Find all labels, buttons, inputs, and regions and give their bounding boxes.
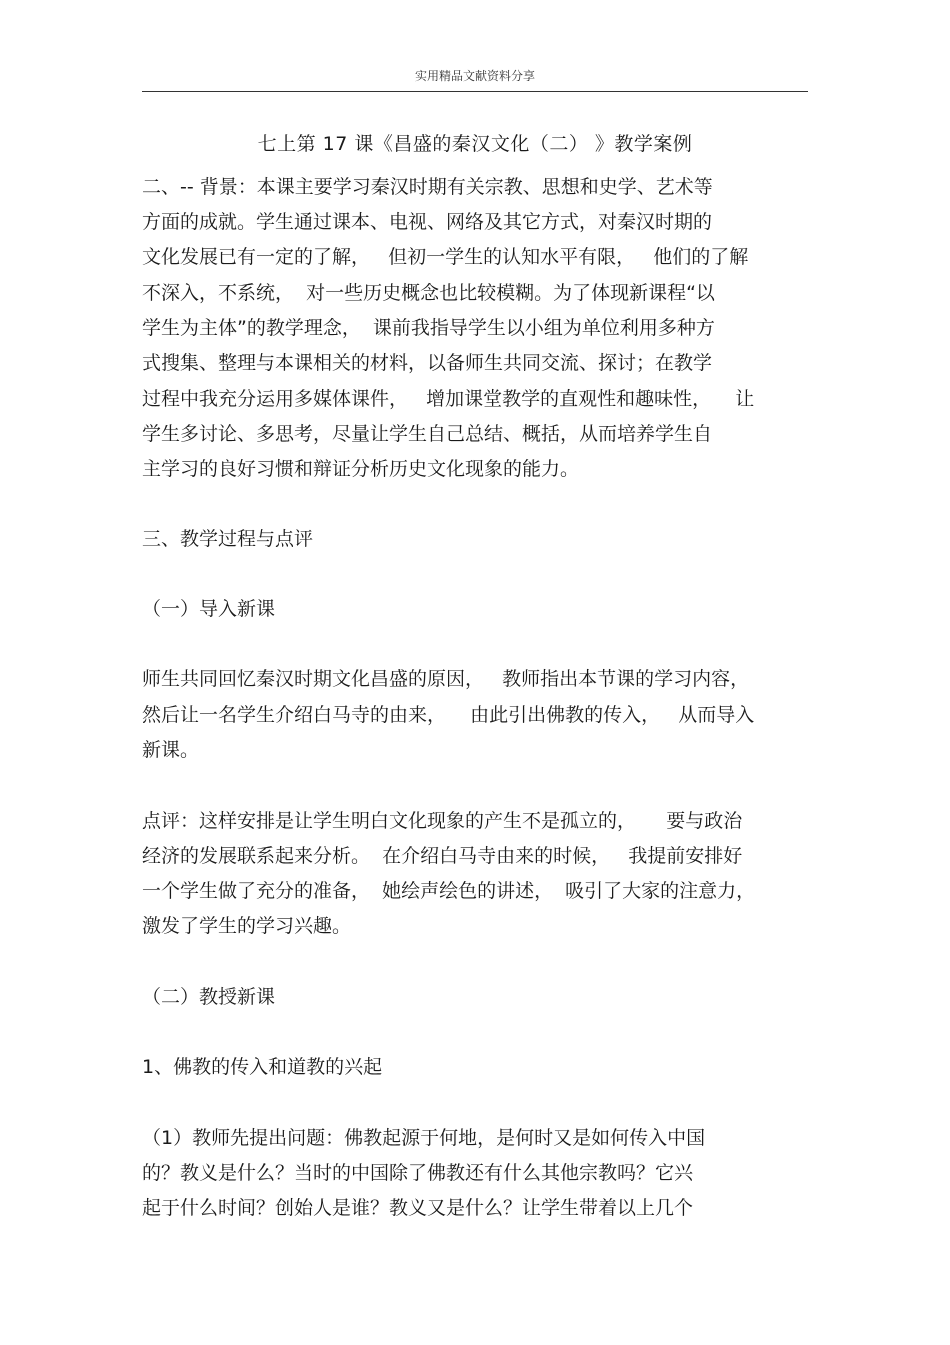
page-header: 实用精品文献资料分享	[414, 69, 535, 83]
paragraph-line: 主学习的良好习惯和辩证分析历史文化现象的能力。	[142, 458, 580, 480]
paragraph-line: （1）教师先提出问题：佛教起源于何地，是何时又是如何传入中国	[142, 1127, 706, 1149]
paragraph-line: 点评：这样安排是让学生明白文化现象的产生不是孤立的， 要与政治	[142, 810, 743, 832]
paragraph-line: 经济的发展联系起来分析。 在介绍白马寺由来的时候， 我提前安排好	[142, 845, 743, 867]
point-heading: 1、佛教的传入和道教的兴起	[142, 1056, 383, 1078]
paragraph-line: 学生多讨论、多思考，尽量让学生自己总结、概括，从而培养学生自	[142, 423, 713, 445]
paragraph-line: 一个学生做了充分的准备， 她绘声绘色的讲述， 吸引了大家的注意力，	[142, 880, 756, 902]
document-title: 七上第 17 课《昌盛的秦汉文化（二） 》教学案例	[257, 133, 693, 155]
subsection-heading: （一）导入新课	[142, 598, 276, 620]
header-divider	[142, 91, 808, 92]
paragraph-line: 方面的成就。学生通过课本、电视、网络及其它方式，对秦汉时期的	[142, 211, 713, 233]
subsection-heading: （二）教授新课	[142, 986, 276, 1008]
paragraph-line: 然后让一名学生介绍白马寺的由来， 由此引出佛教的传入， 从而导入	[142, 704, 755, 726]
paragraph-line: 文化发展已有一定的了解， 但初一学生的认知水平有限， 他们的了解	[142, 246, 749, 268]
paragraph-line: 的？教义是什么？当时的中国除了佛教还有什么其他宗教吗？它兴	[142, 1162, 694, 1184]
section-heading: 三、教学过程与点评	[142, 528, 314, 550]
paragraph-line: 不深入，不系统， 对一些历史概念也比较模糊。为了体现新课程“以	[142, 282, 715, 304]
paragraph-line: 二、-- 背景：本课主要学习秦汉时期有关宗教、思想和史学、艺术等	[142, 176, 713, 198]
paragraph-line: 式搜集、整理与本课相关的材料，以备师生共同交流、探讨；在教学	[142, 352, 713, 374]
paragraph-line: 激发了学生的学习兴趣。	[142, 915, 352, 937]
paragraph-line: 过程中我充分运用多媒体课件， 增加课堂教学的直观性和趣味性， 让	[142, 388, 755, 410]
paragraph-line: 新课。	[142, 739, 200, 761]
paragraph-line: 起于什么时间？创始人是谁？教义又是什么？让学生带着以上几个	[142, 1197, 694, 1219]
paragraph-line: 学生为主体”的教学理念， 课前我指导学生以小组为单位利用多种方	[142, 317, 715, 339]
paragraph-line: 师生共同回忆秦汉时期文化昌盛的原因， 教师指出本节课的学习内容，	[142, 668, 750, 690]
